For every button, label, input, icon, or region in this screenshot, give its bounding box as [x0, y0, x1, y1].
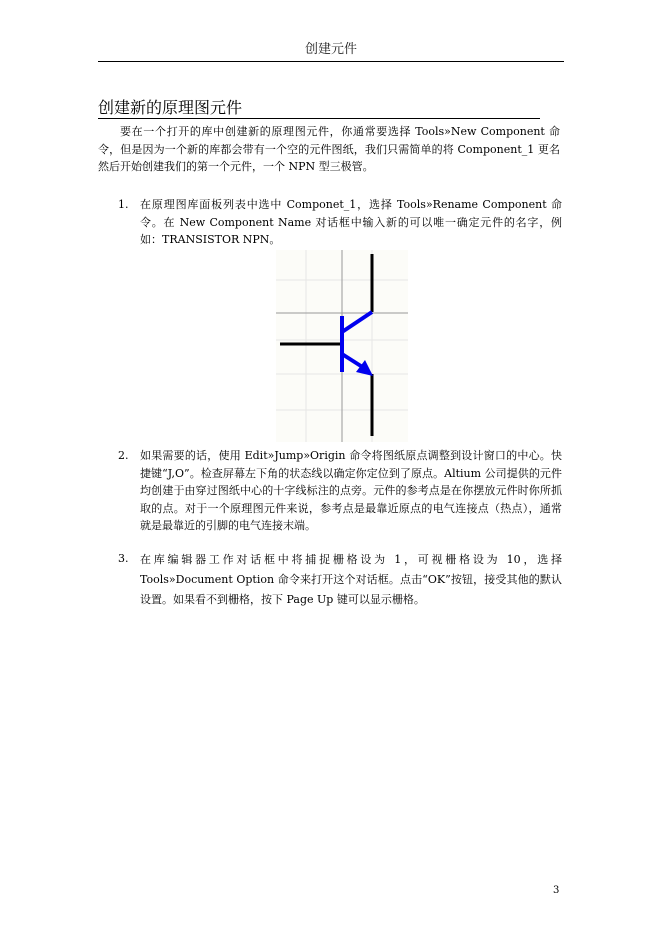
- list-text: 在原理图库面板列表中选中 Componet_1，选择 Tools»Rename Component 命令。在 New Component Name 对话框中输入新的可以唯一确定元件的名字，例如：TRANSISTOR NPN。: [140, 198, 562, 246]
- intro-paragraph: 要在一个打开的库中创建新的原理图元件，你通常要选择 Tools»New Component 命令，但是因为一个新的库都会带有一个空的元件图纸，我们只需简单的将 Component_1 更名然后开始创建我们的第一个元件，一个 NPN 型三极管。: [98, 125, 560, 173]
- list-item-2: [116, 447, 562, 535]
- list-text: 如果需要的话，使用 Edit»Jump»Origin 命令将图纸原点调整到设计窗口的中心。快捷键“J,O”。检查屏幕左下角的状态线以确定你定位到了原点。Altium 公司提供的元件均创建于由穿过图纸中心的十字线标注的点旁。元件的参考点是在你摆放元件时你所抓取的点。对于一个原理图元件来说，参考点是最靠近原点的电气连接点（热点），通常就是最靠近的引脚的电气连接末端。: [140, 449, 562, 532]
- list-item-1: [116, 196, 562, 249]
- list-number: 2.: [118, 449, 129, 462]
- list-item-3: [116, 550, 562, 610]
- section-title: 创建新的原理图元件: [98, 98, 540, 119]
- npn-transistor-figure: [276, 250, 408, 442]
- list-text: 在库编辑器工作对话框中将捕捉栅格设为 1，可视栅格设为 10，选择 Tools»Document Option 命令来打开这个对话框。点击“OK”按钮，接受其他的默认设置。如果看不到栅格，按下 Page Up 键可以显示栅格。: [140, 553, 562, 606]
- page-header-title: 创建元件: [304, 42, 357, 57]
- list-number: 3.: [118, 552, 129, 565]
- header-divider: [98, 61, 564, 62]
- npn-transistor-drawing: [276, 250, 408, 442]
- list-number: 1.: [118, 198, 129, 211]
- page-number: 3: [553, 885, 560, 896]
